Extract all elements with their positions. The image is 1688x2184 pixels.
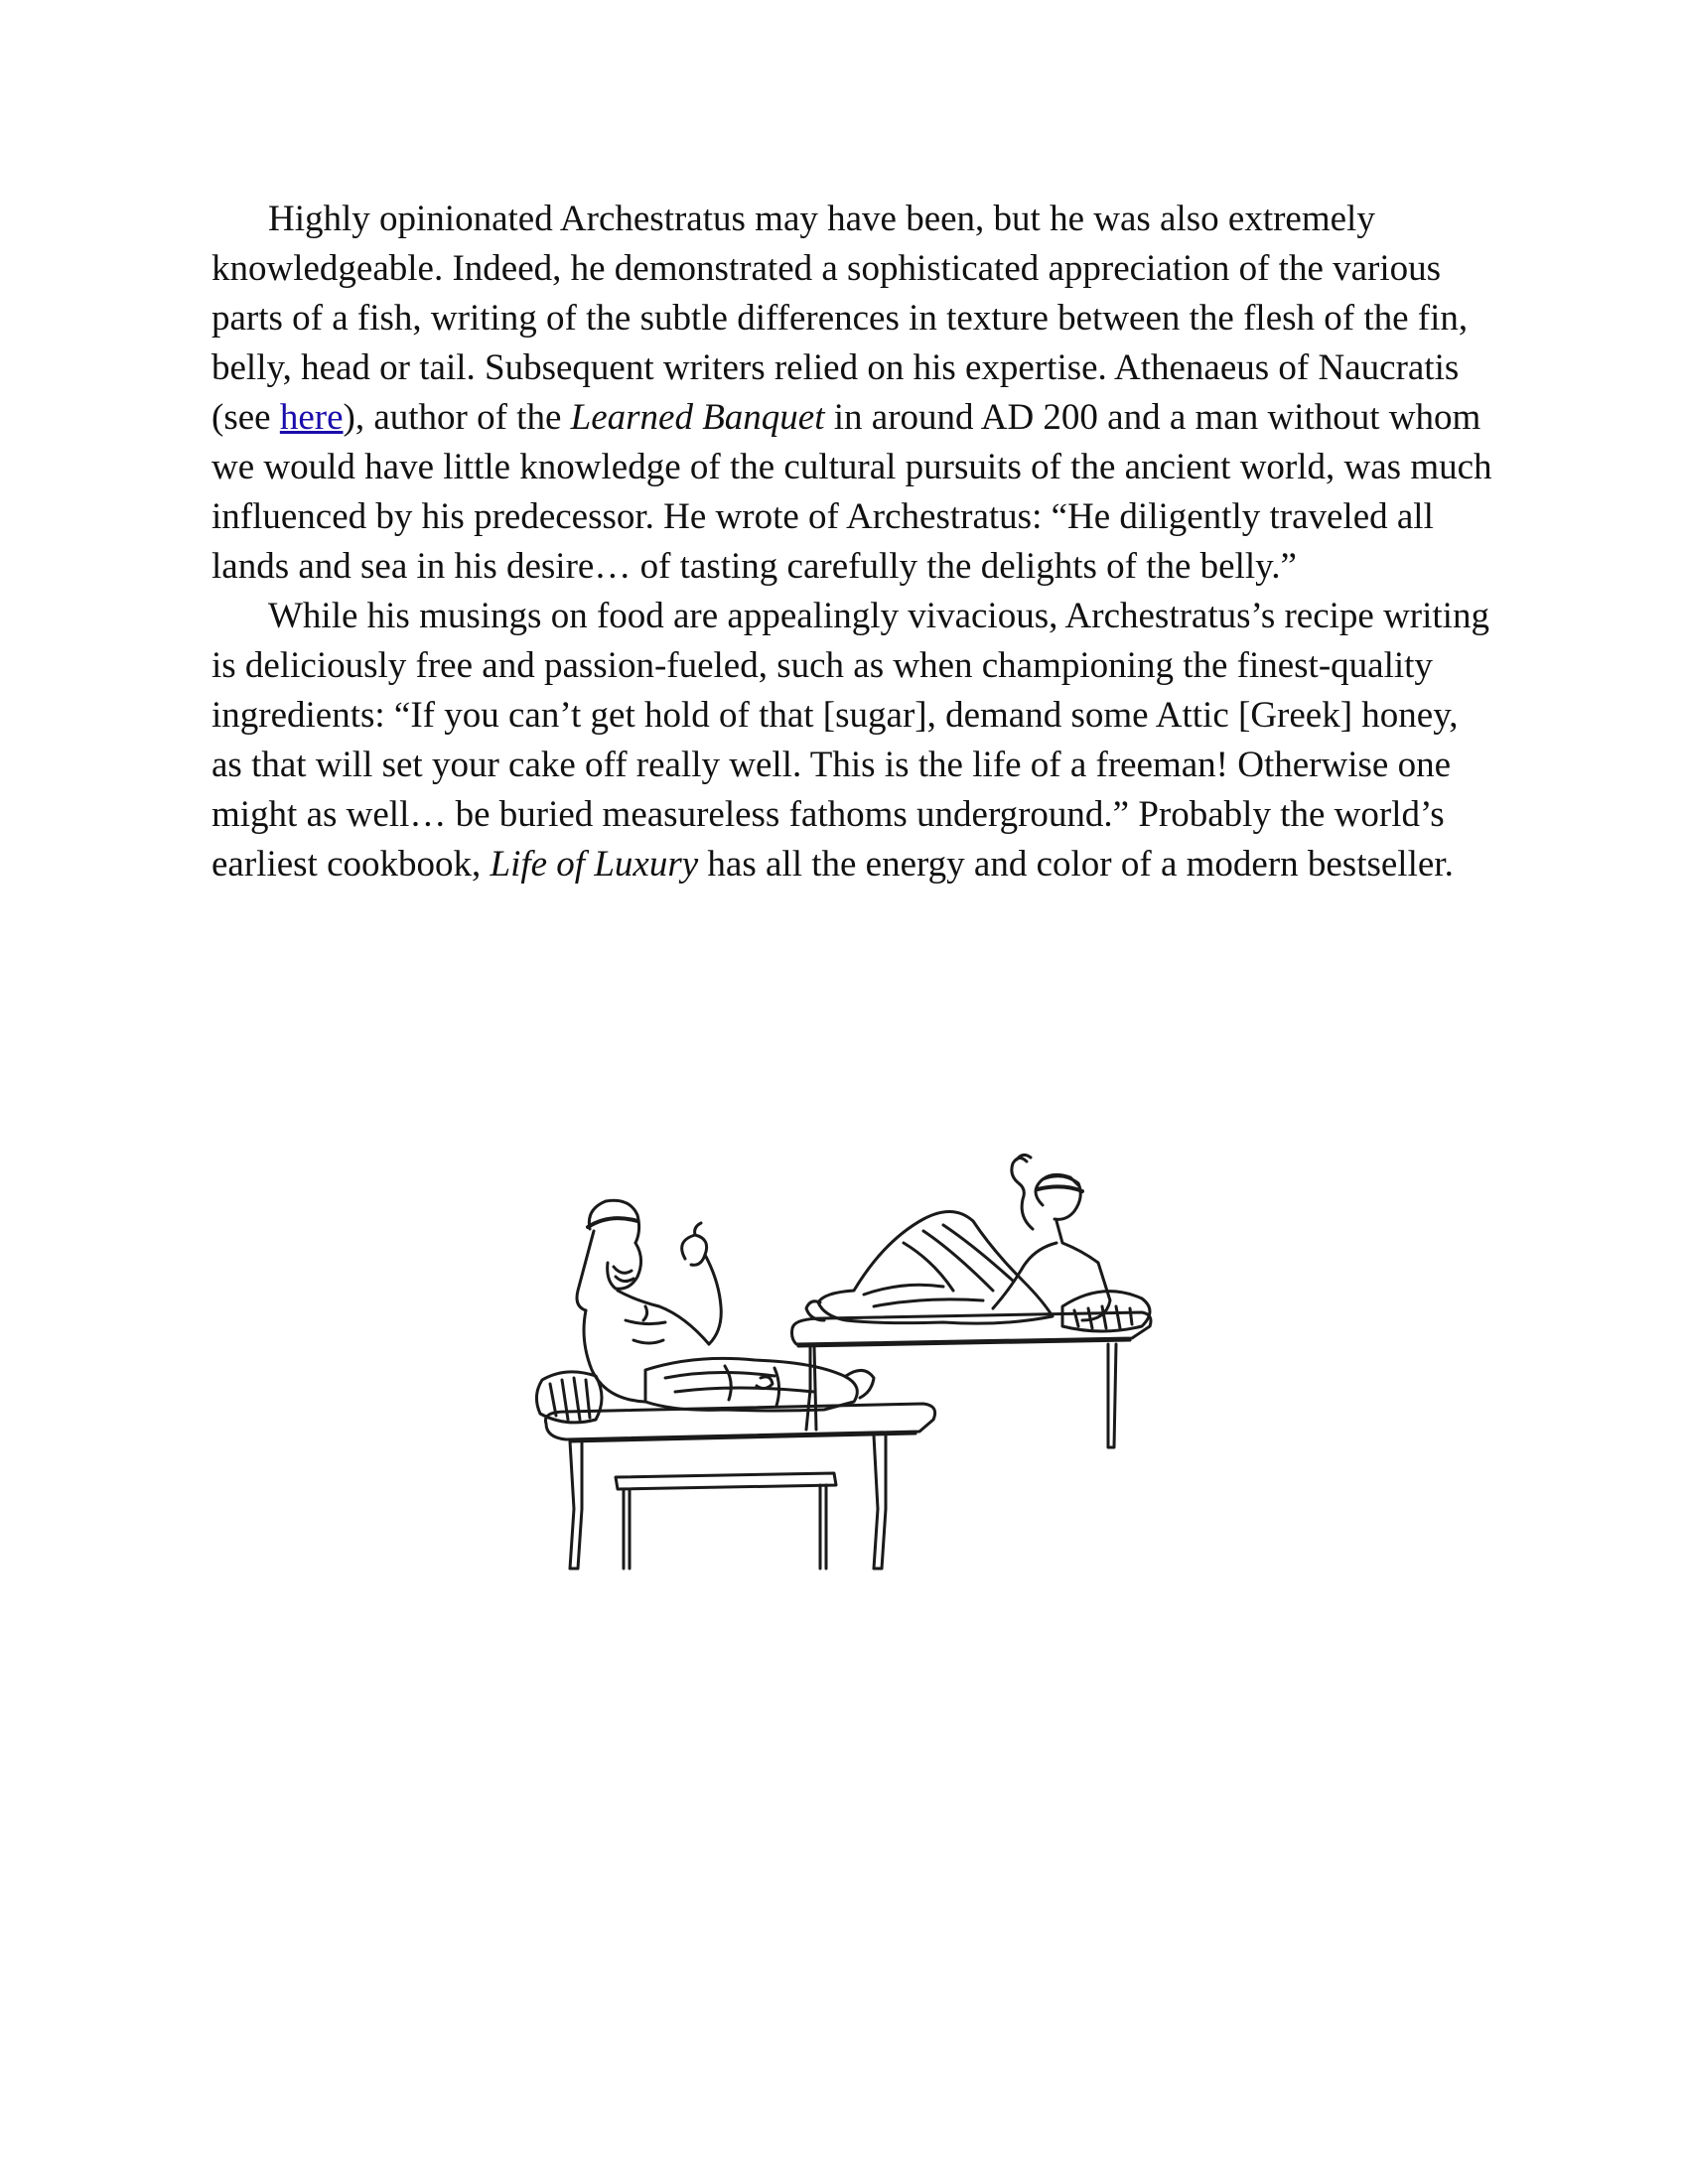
paragraph-1-text-a: Highly opinionated Archestratus may have been, but he was also extremely knowledgeable. Indeed, he demonstrated a sophisticated appreciation of the various parts of a fish, writing of the subtle differences in texture between the flesh of the fin, belly, head or tail. Subsequent writers relied on his expertise. Athenaeus of Naucratis (see [211,199,1469,438]
learned-banquet-title: Learned Banquet [570,397,825,438]
body-text [211,195,1492,889]
paragraph-2-text-a: While his musings on food are appealingly vivacious, Archestratus’s recipe writing is deliciously free and passion-fueled, such as when championing the finest-quality ingredients: “If you can’t get hold of that [sugar], demand some Attic [Greek] honey, as that will set your cake off really well. This is the life of a freeman! Otherwise one might as well… be buried measureless fathoms underground.” Probably the world’s earliest cookbook, [211,596,1489,885]
here-link[interactable]: here [279,397,344,438]
life-of-luxury-title: Life of Luxury [490,844,699,885]
banquet-illustration [526,1132,1162,1578]
paragraph-2-text-b: has all the energy and color of a modern bestseller. [698,844,1454,885]
front-couch-drawing [536,1200,934,1569]
paragraph-2 [211,592,1492,889]
paragraph-1-text-b: ), author of the [343,397,571,438]
paragraph-1 [211,195,1492,592]
paragraph-1-text-c: in around AD 200 and a man without whom we would have little knowledge of the cultural pursuits of the ancient world, was much influenced by his predecessor. He wrote of Archestratus: “He diligently traveled all lands and sea in his desire… of tasting carefully the delights of the belly.” [211,397,1492,587]
